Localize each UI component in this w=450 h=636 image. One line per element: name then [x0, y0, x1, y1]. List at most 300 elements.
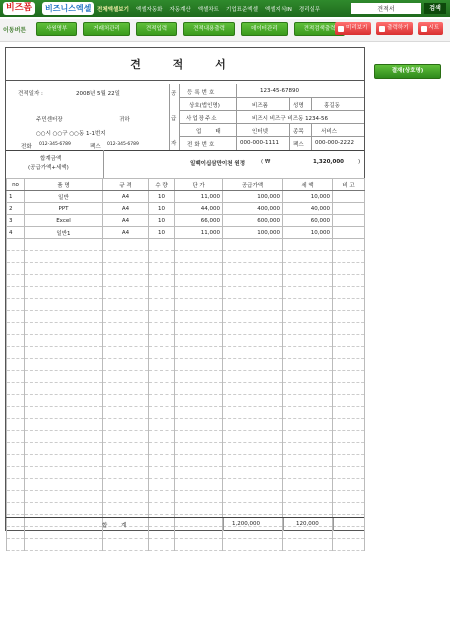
cell-supply[interactable] — [223, 467, 283, 479]
search-input[interactable]: 견적서 — [351, 3, 421, 14]
cell-spec[interactable] — [103, 287, 149, 299]
cell-no[interactable] — [7, 539, 25, 551]
cell-item[interactable] — [25, 263, 103, 275]
cell-item[interactable] — [25, 455, 103, 467]
cell-item[interactable] — [25, 467, 103, 479]
cell-item[interactable]: PPT — [25, 203, 103, 215]
cell-tax[interactable] — [283, 359, 333, 371]
table-row-empty[interactable] — [7, 479, 365, 491]
cell-qty[interactable] — [149, 539, 175, 551]
cell-note[interactable] — [333, 263, 365, 275]
cell-supply[interactable] — [223, 383, 283, 395]
cell-tax[interactable] — [283, 443, 333, 455]
cell-no[interactable] — [7, 467, 25, 479]
client-manage-button[interactable]: 거래처관리 — [83, 22, 130, 36]
cell-item[interactable] — [25, 287, 103, 299]
cell-no[interactable] — [7, 323, 25, 335]
cell-tax[interactable] — [283, 503, 333, 515]
cell-qty[interactable]: 10 — [149, 215, 175, 227]
table-row-empty[interactable] — [7, 239, 365, 251]
cell-spec[interactable] — [103, 491, 149, 503]
cell-note[interactable] — [333, 251, 365, 263]
cell-no[interactable] — [7, 371, 25, 383]
cell-tax[interactable] — [283, 431, 333, 443]
total-amount-words: 일백이십삼만이천 원정 — [190, 161, 246, 167]
cell-unit-price[interactable]: 11,000 — [175, 227, 223, 239]
table-row-empty[interactable] — [7, 323, 365, 335]
cell-note[interactable] — [333, 287, 365, 299]
nav-item-excel-knowledge[interactable]: 엑셀지식IN — [264, 6, 292, 13]
company-name-value[interactable]: 비즈폼 — [252, 103, 268, 109]
cell-tax[interactable] — [283, 467, 333, 479]
nav-item-excel-chart[interactable]: 엑셀차트 — [197, 6, 219, 13]
table-row-empty[interactable] — [7, 443, 365, 455]
cell-note[interactable] — [333, 371, 365, 383]
cell-unit-price[interactable] — [175, 275, 223, 287]
ceo-name-value[interactable]: 홍길동 — [324, 103, 340, 109]
table-row-empty[interactable] — [7, 503, 365, 515]
cell-qty[interactable] — [149, 287, 175, 299]
cell-tax[interactable] — [283, 395, 333, 407]
cell-spec[interactable] — [103, 347, 149, 359]
table-row-empty[interactable] — [7, 467, 365, 479]
cell-no[interactable] — [7, 299, 25, 311]
cell-no[interactable] — [7, 287, 25, 299]
quote-print-button[interactable]: 견적내용출력 — [183, 22, 235, 36]
supplier-row-line — [179, 136, 364, 137]
sheet-icon — [421, 26, 427, 32]
cell-tax[interactable] — [283, 263, 333, 275]
cell-no[interactable] — [7, 251, 25, 263]
cell-item[interactable]: 일반 — [25, 191, 103, 203]
nav-item-excel-automation[interactable]: 엑셀자동화 — [135, 6, 163, 13]
cell-no[interactable] — [7, 491, 25, 503]
cell-qty[interactable] — [149, 455, 175, 467]
bizform-logo[interactable]: 비즈폼 — [3, 2, 35, 15]
table-row[interactable] — [7, 227, 365, 239]
cell-item[interactable] — [25, 239, 103, 251]
cell-item[interactable] — [25, 347, 103, 359]
cell-item[interactable] — [25, 503, 103, 515]
cell-no[interactable] — [7, 335, 25, 347]
cell-note[interactable] — [333, 419, 365, 431]
address-value[interactable]: 비즈시 비즈구 비즈동 1234-56 — [252, 116, 329, 122]
cell-supply[interactable] — [223, 239, 283, 251]
cell-tax[interactable] — [283, 419, 333, 431]
data-manage-button[interactable]: 데이터관리 — [241, 22, 288, 36]
cell-item[interactable] — [25, 251, 103, 263]
search-button[interactable]: 검색 — [424, 3, 446, 14]
cell-spec[interactable]: A4 — [103, 203, 149, 215]
cell-no[interactable] — [7, 239, 25, 251]
cell-note[interactable] — [333, 323, 365, 335]
cell-no[interactable] — [7, 503, 25, 515]
cell-tax[interactable] — [283, 383, 333, 395]
items-table — [6, 178, 365, 551]
cell-supply[interactable] — [223, 335, 283, 347]
cell-unit-price[interactable] — [175, 335, 223, 347]
cell-supply[interactable] — [223, 491, 283, 503]
cell-no[interactable] — [7, 347, 25, 359]
cell-qty[interactable] — [149, 347, 175, 359]
cell-tax[interactable] — [283, 311, 333, 323]
cell-spec[interactable]: A4 — [103, 191, 149, 203]
cell-no[interactable] — [7, 275, 25, 287]
business-item-value[interactable]: 서비스 — [321, 129, 337, 135]
cell-qty[interactable] — [149, 443, 175, 455]
cell-supply[interactable] — [223, 263, 283, 275]
cell-note[interactable] — [333, 383, 365, 395]
cell-supply[interactable] — [223, 431, 283, 443]
cell-qty[interactable] — [149, 479, 175, 491]
cell-spec[interactable] — [103, 431, 149, 443]
cell-supply[interactable] — [223, 251, 283, 263]
cell-no[interactable] — [7, 263, 25, 275]
cell-spec[interactable] — [103, 467, 149, 479]
table-row-empty[interactable] — [7, 263, 365, 275]
cell-supply[interactable] — [223, 347, 283, 359]
recipient-fax[interactable]: 012-345-6789 — [107, 142, 139, 147]
cell-item[interactable] — [25, 323, 103, 335]
cell-unit-price[interactable] — [175, 359, 223, 371]
cell-unit-price[interactable] — [175, 419, 223, 431]
table-row-empty[interactable] — [7, 419, 365, 431]
cell-supply[interactable] — [223, 371, 283, 383]
nav-item-enterprise-excel[interactable]: 기업표준엑셀 — [226, 6, 258, 13]
cell-spec[interactable] — [103, 335, 149, 347]
cell-no[interactable] — [7, 479, 25, 491]
cell-item[interactable] — [25, 371, 103, 383]
cell-item[interactable] — [25, 539, 103, 551]
cell-no[interactable]: 4 — [7, 227, 25, 239]
cell-spec[interactable] — [103, 299, 149, 311]
cell-supply[interactable] — [223, 395, 283, 407]
cell-unit-price[interactable] — [175, 287, 223, 299]
items-table-body — [7, 191, 365, 551]
cell-spec[interactable] — [103, 311, 149, 323]
business-excel-logo[interactable]: 비즈니스엑셀 — [42, 2, 94, 15]
cell-item[interactable] — [25, 383, 103, 395]
cell-spec[interactable] — [103, 383, 149, 395]
cell-qty[interactable] — [149, 503, 175, 515]
cell-note[interactable] — [333, 539, 365, 551]
cell-item[interactable] — [25, 335, 103, 347]
table-row-empty[interactable] — [7, 311, 365, 323]
cell-qty[interactable]: 10 — [149, 191, 175, 203]
cell-qty[interactable] — [149, 419, 175, 431]
cell-note[interactable] — [333, 479, 365, 491]
cell-unit-price[interactable] — [175, 479, 223, 491]
cell-item[interactable] — [25, 431, 103, 443]
preview-button[interactable] — [335, 22, 371, 35]
cell-qty[interactable] — [149, 275, 175, 287]
supplier-cell-border — [311, 123, 312, 150]
cell-unit-price[interactable] — [175, 467, 223, 479]
cell-item[interactable] — [25, 275, 103, 287]
cell-unit-price[interactable] — [175, 395, 223, 407]
cell-unit-price[interactable] — [175, 407, 223, 419]
cell-tax[interactable] — [283, 347, 333, 359]
cell-tax[interactable] — [283, 335, 333, 347]
cell-item[interactable] — [25, 491, 103, 503]
cell-supply[interactable] — [223, 479, 283, 491]
cell-note[interactable] — [333, 347, 365, 359]
nav-item-accounting[interactable]: 경리실무 — [298, 6, 321, 13]
print-button[interactable] — [376, 22, 412, 35]
cell-supply[interactable]: 100,000 — [223, 227, 283, 239]
cell-supply[interactable] — [223, 275, 283, 287]
cell-spec[interactable] — [103, 539, 149, 551]
cell-unit-price[interactable] — [175, 371, 223, 383]
cell-item[interactable] — [25, 311, 103, 323]
cell-qty[interactable] — [149, 407, 175, 419]
quote-date[interactable]: 2008년 5월 22일 — [76, 91, 120, 97]
cell-tax[interactable]: 60,000 — [283, 215, 333, 227]
recipient-tel[interactable]: 012-345-6789 — [39, 142, 71, 147]
cell-tax[interactable] — [283, 539, 333, 551]
cell-tax[interactable] — [283, 479, 333, 491]
cell-note[interactable] — [333, 239, 365, 251]
cell-note[interactable] — [333, 359, 365, 371]
table-row[interactable] — [7, 191, 365, 203]
cell-spec[interactable] — [103, 323, 149, 335]
cell-no[interactable] — [7, 407, 25, 419]
cell-qty[interactable] — [149, 335, 175, 347]
cell-spec[interactable] — [103, 455, 149, 467]
cell-tax[interactable] — [283, 407, 333, 419]
cell-note[interactable] — [333, 431, 365, 443]
table-row-empty[interactable] — [7, 299, 365, 311]
cell-no[interactable] — [7, 431, 25, 443]
table-row-empty[interactable] — [7, 251, 365, 263]
cell-unit-price[interactable] — [175, 503, 223, 515]
cell-tax[interactable] — [283, 287, 333, 299]
cell-tax[interactable] — [283, 239, 333, 251]
cell-qty[interactable] — [149, 431, 175, 443]
cell-item[interactable]: 일반1 — [25, 227, 103, 239]
cell-qty[interactable] — [149, 383, 175, 395]
cell-unit-price[interactable]: 66,000 — [175, 215, 223, 227]
cell-qty[interactable]: 10 — [149, 227, 175, 239]
cell-no[interactable]: 1 — [7, 191, 25, 203]
cell-note[interactable] — [333, 407, 365, 419]
cell-item[interactable] — [25, 299, 103, 311]
preview-icon — [338, 26, 344, 32]
cell-unit-price[interactable] — [175, 455, 223, 467]
cell-spec[interactable] — [103, 275, 149, 287]
cell-spec[interactable] — [103, 503, 149, 515]
table-row-empty[interactable] — [7, 455, 365, 467]
cell-spec[interactable] — [103, 395, 149, 407]
cell-spec[interactable] — [103, 443, 149, 455]
sum-row — [6, 517, 364, 531]
cell-supply[interactable]: 600,000 — [223, 215, 283, 227]
recipient-suffix: 귀하 — [119, 117, 130, 123]
cell-item[interactable]: Excel — [25, 215, 103, 227]
cell-note[interactable] — [333, 443, 365, 455]
table-row-empty[interactable] — [7, 431, 365, 443]
cell-unit-price[interactable] — [175, 263, 223, 275]
employee-list-button[interactable]: 사원명부 — [36, 22, 77, 36]
cell-no[interactable] — [7, 443, 25, 455]
cell-no[interactable]: 3 — [7, 215, 25, 227]
cell-spec[interactable] — [103, 479, 149, 491]
table-row-empty[interactable] — [7, 491, 365, 503]
cell-unit-price[interactable] — [175, 443, 223, 455]
cell-item[interactable] — [25, 359, 103, 371]
quote-input-button[interactable]: 견적입력 — [136, 22, 177, 36]
table-row-empty[interactable] — [7, 383, 365, 395]
cell-supply[interactable] — [223, 287, 283, 299]
table-row-empty[interactable] — [7, 347, 365, 359]
cell-tax[interactable]: 10,000 — [283, 227, 333, 239]
cell-unit-price[interactable] — [175, 539, 223, 551]
cell-spec[interactable] — [103, 419, 149, 431]
sum-supply-amount: 1,200,000 — [232, 521, 260, 527]
address-label: 사업장주소 — [186, 116, 218, 122]
table-row-empty[interactable] — [7, 395, 365, 407]
cell-qty[interactable] — [149, 311, 175, 323]
cell-no[interactable] — [7, 383, 25, 395]
cell-no[interactable]: 2 — [7, 203, 25, 215]
cell-supply[interactable] — [223, 359, 283, 371]
cell-unit-price[interactable] — [175, 323, 223, 335]
cell-supply[interactable] — [223, 503, 283, 515]
cell-item[interactable] — [25, 479, 103, 491]
cell-unit-price[interactable] — [175, 431, 223, 443]
recipient-org[interactable]: 주민센터장 — [36, 117, 63, 123]
cell-tax[interactable] — [283, 275, 333, 287]
cell-supply[interactable]: 400,000 — [223, 203, 283, 215]
table-row-empty[interactable] — [7, 407, 365, 419]
table-row-empty[interactable] — [7, 371, 365, 383]
cell-tax[interactable]: 40,000 — [283, 203, 333, 215]
nav-item-all-excel[interactable]: 전체엑셀보기 — [97, 6, 129, 13]
nav-item-auto-calc[interactable]: 자동계산 — [169, 6, 191, 13]
cell-spec[interactable] — [103, 263, 149, 275]
cell-unit-price[interactable] — [175, 347, 223, 359]
cell-unit-price[interactable] — [175, 311, 223, 323]
cell-tax[interactable] — [283, 299, 333, 311]
cell-spec[interactable] — [103, 407, 149, 419]
cell-item[interactable] — [25, 419, 103, 431]
table-row-empty[interactable] — [7, 275, 365, 287]
cell-qty[interactable] — [149, 395, 175, 407]
cell-spec[interactable] — [103, 371, 149, 383]
seal-button[interactable]: 결재(상호명) — [374, 64, 441, 79]
cell-note[interactable] — [333, 395, 365, 407]
cell-spec[interactable] — [103, 251, 149, 263]
cell-unit-price[interactable] — [175, 383, 223, 395]
cell-no[interactable] — [7, 395, 25, 407]
supplier-side-border — [179, 84, 180, 150]
cell-no[interactable] — [7, 311, 25, 323]
sheet-button[interactable] — [418, 22, 444, 35]
cell-no[interactable] — [7, 419, 25, 431]
cell-qty[interactable] — [149, 467, 175, 479]
cell-tax[interactable] — [283, 491, 333, 503]
cell-note[interactable] — [333, 227, 365, 239]
cell-spec[interactable]: A4 — [103, 215, 149, 227]
cell-tax[interactable] — [283, 323, 333, 335]
cell-spec[interactable]: A4 — [103, 227, 149, 239]
cell-supply[interactable] — [223, 419, 283, 431]
cell-unit-price[interactable] — [175, 251, 223, 263]
cell-note[interactable] — [333, 311, 365, 323]
cell-unit-price[interactable] — [175, 239, 223, 251]
cell-item[interactable] — [25, 443, 103, 455]
table-row-empty[interactable] — [7, 359, 365, 371]
reg-no-value[interactable]: 123-45-67890 — [260, 88, 299, 94]
cell-note[interactable] — [333, 299, 365, 311]
cell-tax[interactable] — [283, 251, 333, 263]
cell-note[interactable] — [333, 455, 365, 467]
cell-qty[interactable] — [149, 251, 175, 263]
business-item-label: 종목 — [293, 129, 304, 135]
cell-spec[interactable] — [103, 359, 149, 371]
cell-tax[interactable] — [283, 455, 333, 467]
cell-qty[interactable] — [149, 239, 175, 251]
cell-supply[interactable] — [223, 539, 283, 551]
cell-note[interactable] — [333, 191, 365, 203]
cell-no[interactable] — [7, 455, 25, 467]
cell-qty[interactable] — [149, 359, 175, 371]
cell-unit-price[interactable]: 11,000 — [175, 191, 223, 203]
cell-item[interactable] — [25, 407, 103, 419]
cell-supply[interactable] — [223, 323, 283, 335]
cell-note[interactable] — [333, 503, 365, 515]
cell-unit-price[interactable] — [175, 299, 223, 311]
table-row[interactable] — [7, 215, 365, 227]
cell-unit-price[interactable]: 44,000 — [175, 203, 223, 215]
cell-note[interactable] — [333, 203, 365, 215]
cell-item[interactable] — [25, 395, 103, 407]
business-type-value[interactable]: 인터넷 — [252, 129, 268, 135]
cell-qty[interactable] — [149, 323, 175, 335]
cell-qty[interactable] — [149, 299, 175, 311]
cell-spec[interactable] — [103, 239, 149, 251]
cell-qty[interactable] — [149, 491, 175, 503]
cell-note[interactable] — [333, 491, 365, 503]
recipient-address[interactable]: ○○시 ○○구 ○○동 1-1번지 — [36, 131, 106, 137]
table-row-empty[interactable] — [7, 539, 365, 551]
supplier-tel-value[interactable]: 000-000-1111 — [240, 140, 279, 146]
cell-tax[interactable]: 10,000 — [283, 191, 333, 203]
supplier-fax-value[interactable]: 000-000-2222 — [315, 140, 354, 146]
cell-supply[interactable] — [223, 299, 283, 311]
cell-qty[interactable] — [149, 371, 175, 383]
cell-supply[interactable] — [223, 443, 283, 455]
cell-note[interactable] — [333, 215, 365, 227]
cell-note[interactable] — [333, 335, 365, 347]
cell-supply[interactable] — [223, 455, 283, 467]
column-header-note: 비 고 — [333, 179, 365, 191]
cell-note[interactable] — [333, 467, 365, 479]
cell-tax[interactable] — [283, 371, 333, 383]
cell-supply[interactable]: 100,000 — [223, 191, 283, 203]
cell-qty[interactable] — [149, 263, 175, 275]
cell-supply[interactable] — [223, 311, 283, 323]
cell-unit-price[interactable] — [175, 491, 223, 503]
table-row-empty[interactable] — [7, 287, 365, 299]
quote-search-print-button[interactable]: 견적검색출력 — [294, 22, 346, 36]
cell-no[interactable] — [7, 359, 25, 371]
table-row[interactable] — [7, 203, 365, 215]
cell-supply[interactable] — [223, 407, 283, 419]
cell-note[interactable] — [333, 275, 365, 287]
cell-qty[interactable]: 10 — [149, 203, 175, 215]
table-row-empty[interactable] — [7, 335, 365, 347]
